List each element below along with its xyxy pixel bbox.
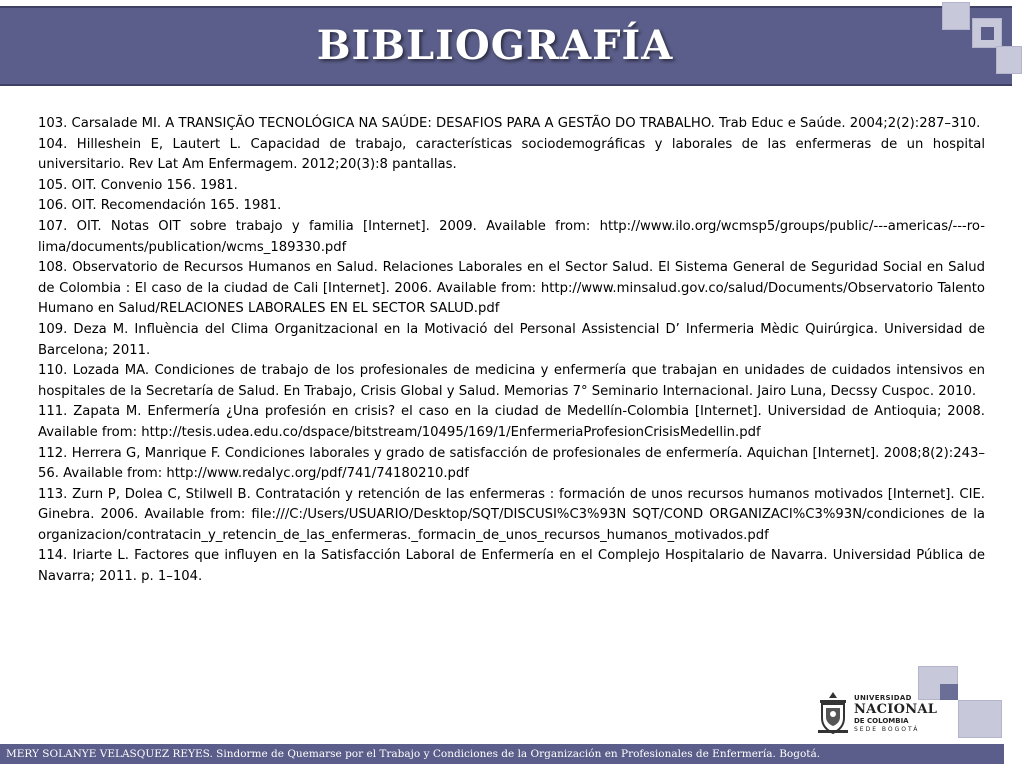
decor-square xyxy=(942,2,970,30)
decor-square xyxy=(958,700,1002,738)
logo-line-sede: SEDE BOGOTÁ xyxy=(854,726,920,733)
reference-item: 105. OIT. Convenio 156. 1981. xyxy=(38,177,238,193)
university-logo xyxy=(814,690,938,738)
decor-square xyxy=(981,27,994,40)
reference-item: 110. Lozada MA. Condiciones de trabajo de los profesionales de medicina y enfermería que trabajan en unidades de cuidados intensivos en hospitales de la Secretaría de Salud. En Trabajo, Crisis Global y Salud. Memorias 7° Seminario Internacional. Jairo Luna, Decssy Cuspoc. 2010. xyxy=(38,363,985,399)
decor-square xyxy=(940,684,958,700)
reference-item: 111. Zapata M. Enfermería ¿Una profesión en crisis? el caso en la ciudad de Medellín-Colombia [Internet]. Universidad de Antioquia; 2008. Available from: http://tesis.udea.edu.co/dspace/bitstream/10495/169/1/EnfermeriaProfesionCrisisMedellin.pdf xyxy=(38,404,985,440)
reference-item: 114. Iriarte L. Factores que influyen en la Satisfacción Laboral de Enfermería en el Complejo Hospitalario de Navarra. Universidad Pública de Navarra; 2011. p. 1–104. xyxy=(38,548,985,585)
university-seal-icon xyxy=(814,690,852,736)
bibliography-list xyxy=(38,114,985,588)
reference-item: 113. Zurn P, Dolea C, Stilwell B. Contratación y retención de las enfermeras : formación de unos recursos humanos motivados [Internet]. CIE. Ginebra. 2006. Available from: file:///C:/Users/USUARIO/Desktop/SQT/DISCUSI%C3%93N SQT/COND ORGANIZACI%C3%93N/condiciones de la organizacion/contratacin_y_retencin_de_las_enfermeras._formacin_de_unos_recursos_humanos_motivados.pdf xyxy=(38,486,985,543)
footer-bar xyxy=(0,744,1004,764)
reference-item: 108. Observatorio de Recursos Humanos en Salud. Relaciones Laborales en el Sector Salud. El Sistema General de Seguridad Social en Salud de Colombia : El caso de la ciudad de Cali [Internet]. 2006. Available from: http://www.minsalud.gov.co/salud/Documents/Observatorio Talento Humano en Salud/RELACIONES LABORALES EN EL SECTOR SALUD.pdf xyxy=(38,260,985,317)
logo-line-colombia: DE COLOMBIA xyxy=(854,717,909,725)
reference-item: 112. Herrera G, Manrique F. Condiciones laborales y grado de satisfacción de profesionales de enfermería. Aquichan [Internet]. 2008;8(2):243–56. Available from: http://www.redalyc.org/pdf/741/74180210.pdf xyxy=(38,445,985,482)
reference-item: 107. OIT. Notas OIT sobre trabajo y familia [Internet]. 2009. Available from: http://www.ilo.org/wcmsp5/groups/public/---americas/---ro-lima/documents/publication/wcms_189330.pdf xyxy=(38,218,985,255)
reference-item: 109. Deza M. Influència del Clima Organitzacional en la Motivació del Personal Assistencial D’ Infermeria Mèdic Quirúrgica. Universidad de Barcelona; 2011. xyxy=(38,321,985,358)
slide-title: BIBLIOGRAFÍA xyxy=(316,22,674,69)
logo-line-nacional: NACIONAL xyxy=(854,702,938,717)
decor-square xyxy=(996,46,1022,74)
reference-item: 106. OIT. Recomendación 165. 1981. xyxy=(38,198,282,214)
reference-item: 103. Carsalade MI. A TRANSIÇÃO TECNOLÓGICA NA SAÚDE: DESAFIOS PARA A GESTÃO DO TRABALHO. Trab Educ e Saúde. 2004;2(2):287–310. xyxy=(38,116,981,131)
reference-item: 104. Hilleshein E, Lautert L. Capacidad de trabajo, características sociodemográficas y laborales de las enfermeras de un hospital universitario. Rev Lat Am Enfermagem. 2012;20(3):8 pantallas. xyxy=(38,136,985,173)
title-bar xyxy=(0,6,1012,86)
logo-line-universidad: UNIVERSIDAD xyxy=(854,694,912,702)
footer-text: MERY SOLANYE VELASQUEZ REYES. Sindorme de Quemarse por el Trabajo y Condiciones de la Organización en Profesionales de Enfermería. Bogotá. xyxy=(6,748,821,760)
